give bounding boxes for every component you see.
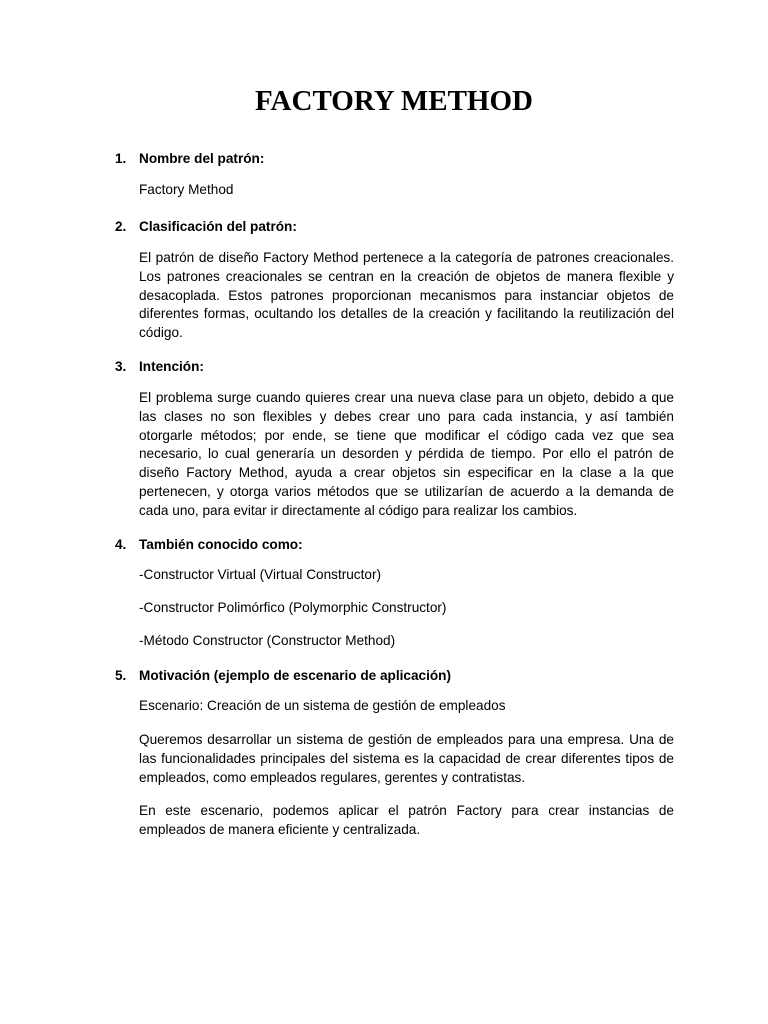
section-heading-clasificacion — [115, 218, 675, 236]
alias-item: -Constructor Polimórfico (Polymorphic Constructor) — [139, 600, 447, 615]
alias-item: -Constructor Virtual (Virtual Constructor) — [139, 567, 381, 582]
paragraph-escenario: Escenario: Creación de un sistema de gestión de empleados — [139, 698, 506, 713]
section-heading-tambien-conocido — [115, 536, 675, 554]
section-heading-intencion — [115, 358, 675, 376]
document-title: FACTORY METHOD — [255, 85, 533, 117]
paragraph-intencion: El problema surge cuando quieres crear una nueva clase para un objeto, debido a que las clases no son flexibles y debes crear uno para cada instancia, y así también otorgarle métodos; por ende, se tiene que modificar el código cada vez que sea necesario, lo cual generaría un desorden y pérdida de tiempo. Por ello el patrón de diseño Factory Method, ayuda a crear objetos sin especificar en la clase a la que pertenecen, y otorga varios métodos que se utilizarían de acuerdo a la demanda de cada uno, para evitar ir directamente al código para realizar los cambios. — [139, 390, 674, 518]
section-heading-text: Motivación (ejemplo de escenario de aplicación) — [139, 668, 451, 683]
paragraph-motivacion: Queremos desarrollar un sistema de gestión de empleados para una empresa. Una de las funcionalidades principales del sistema es la capacidad de crear diferentes tipos de empleados, como empleados regulares, gerentes y contratistas. — [139, 732, 674, 785]
section-number: 5. — [115, 668, 127, 683]
section-number: 4. — [115, 537, 127, 552]
section-number: 3. — [115, 359, 127, 374]
section-heading-text: Intención: — [139, 359, 204, 374]
paragraph-aplicacion: En este escenario, podemos aplicar el patrón Factory para crear instancias de empleados de manera eficiente y centralizada. — [139, 803, 674, 837]
section-heading-text: Clasificación del patrón: — [139, 219, 297, 234]
section-heading-motivacion — [115, 667, 675, 685]
section-heading-text: También conocido como: — [139, 537, 303, 552]
section-heading-nombre — [115, 150, 675, 168]
alias-item: -Método Constructor (Constructor Method) — [139, 633, 396, 648]
section-number: 1. — [115, 151, 127, 166]
section-heading-text: Nombre del patrón: — [139, 151, 265, 166]
paragraph-clasificacion: El patrón de diseño Factory Method pertenece a la categoría de patrones creacionales. Los patrones creacionales se centran en la creación de objetos de manera flexible y desacoplada. Estos patrones proporcionan mecanismos para instanciar objetos de diferentes formas, ocultando los detalles de la creación y facilitando la reutilización del código. — [139, 250, 674, 341]
paragraph-pattern-name: Factory Method — [139, 182, 234, 197]
section-number: 2. — [115, 219, 127, 234]
